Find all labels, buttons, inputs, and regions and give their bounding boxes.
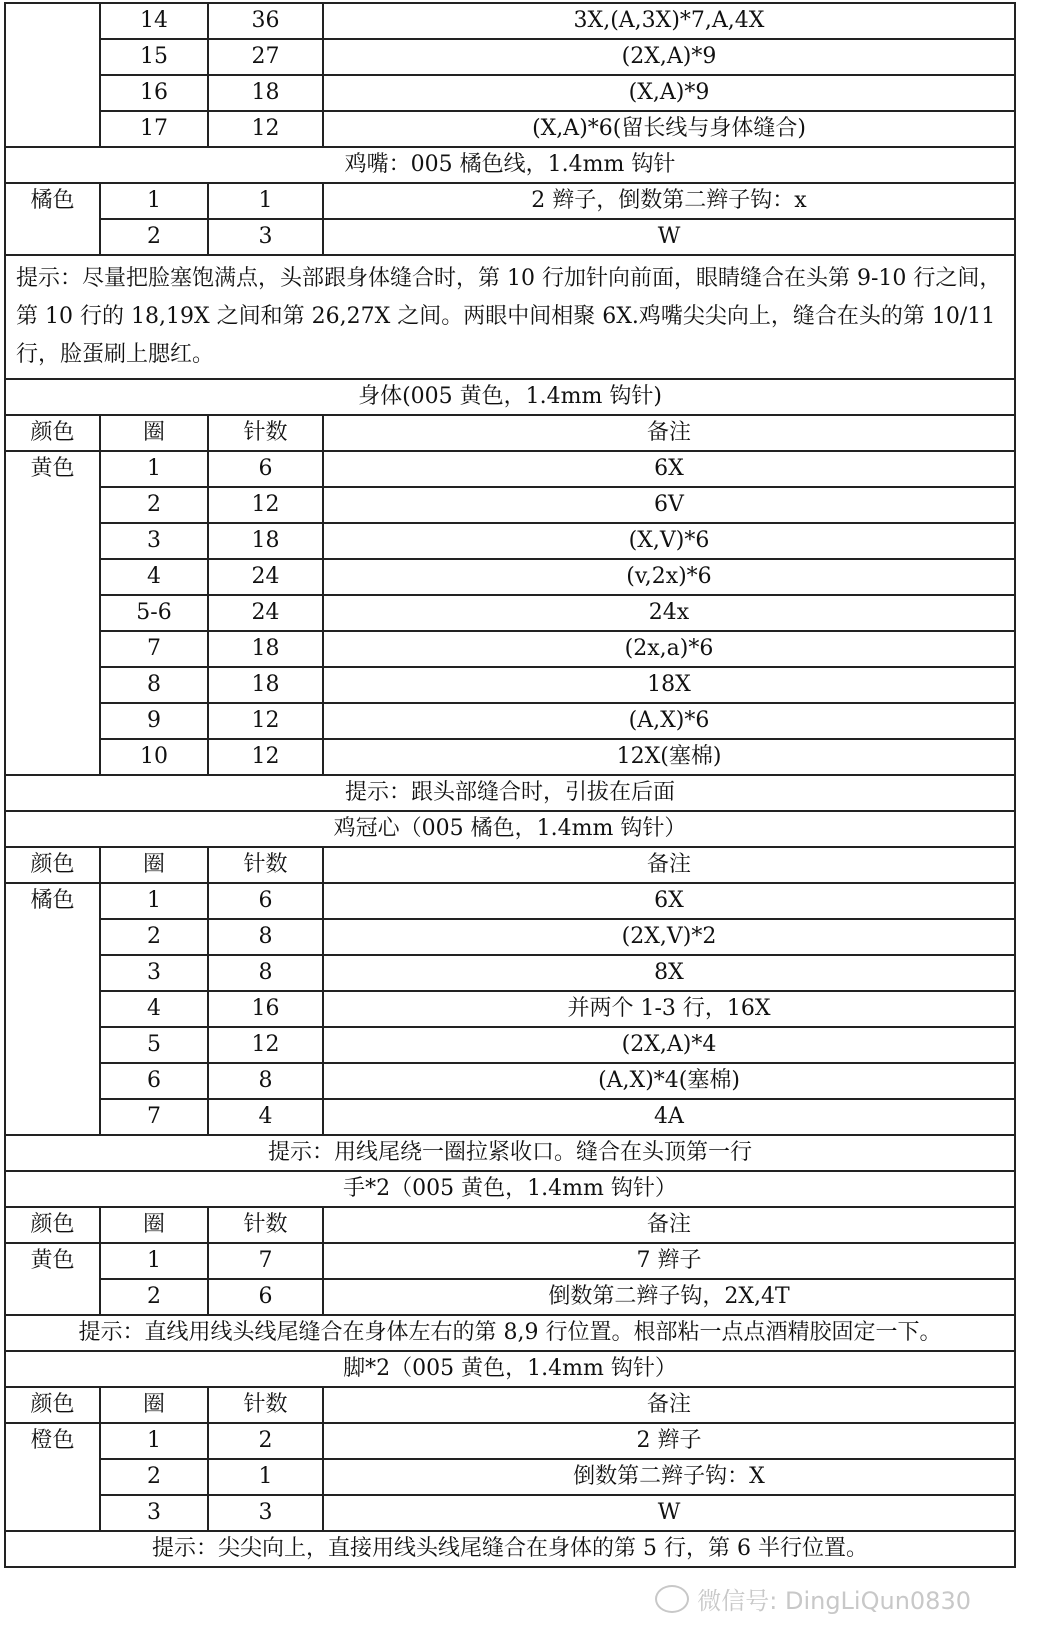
table-row — [5, 703, 1015, 739]
count-cell: 2 — [208, 1423, 323, 1459]
table-row — [5, 631, 1015, 667]
round-cell: 7 — [100, 631, 208, 667]
header-color: 颜色 — [5, 415, 100, 451]
note-cell: (2X,A)*9 — [323, 39, 1015, 75]
header-row — [5, 1387, 1015, 1423]
round-cell: 2 — [100, 487, 208, 523]
color-cell: 黄色 — [5, 451, 100, 775]
header-color: 颜色 — [5, 1207, 100, 1243]
header-note: 备注 — [323, 1207, 1015, 1243]
section-title-row — [5, 379, 1015, 415]
note-cell: (X,A)*9 — [323, 75, 1015, 111]
note-cell: 3X,(A,3X)*7,A,4X — [323, 3, 1015, 39]
table-row — [5, 487, 1015, 523]
table-row — [5, 39, 1015, 75]
table-row — [5, 3, 1015, 39]
table-row — [5, 523, 1015, 559]
table-row — [5, 991, 1015, 1027]
count-cell: 12 — [208, 1027, 323, 1063]
header-row — [5, 1207, 1015, 1243]
header-count: 针数 — [208, 1207, 323, 1243]
round-cell: 2 — [100, 919, 208, 955]
table-row — [5, 667, 1015, 703]
pattern-sheet — [4, 2, 1014, 1568]
header-color: 颜色 — [5, 1387, 100, 1423]
round-cell: 1 — [100, 1423, 208, 1459]
body-section-title: 身体(005 黄色，1.4mm 钩针) — [5, 379, 1015, 415]
table-row — [5, 111, 1015, 147]
round-cell: 1 — [100, 1243, 208, 1279]
table-row — [5, 919, 1015, 955]
table-row — [5, 1423, 1015, 1459]
tip-row — [5, 255, 1015, 379]
note-cell: 6X — [323, 883, 1015, 919]
header-note: 备注 — [323, 847, 1015, 883]
table-row — [5, 1099, 1015, 1135]
note-cell: (2x,a)*6 — [323, 631, 1015, 667]
count-cell: 12 — [208, 703, 323, 739]
count-cell: 7 — [208, 1243, 323, 1279]
header-round: 圈 — [100, 415, 208, 451]
header-row — [5, 847, 1015, 883]
note-cell: 7 辫子 — [323, 1243, 1015, 1279]
table-row — [5, 739, 1015, 775]
watermark-text: 微信号: DingLiQun0830 — [697, 1587, 971, 1615]
note-cell: W — [323, 1495, 1015, 1531]
color-cell — [5, 3, 100, 147]
note-cell: 6V — [323, 487, 1015, 523]
count-cell: 18 — [208, 667, 323, 703]
count-cell: 3 — [208, 1495, 323, 1531]
header-note: 备注 — [323, 1387, 1015, 1423]
note-cell: W — [323, 219, 1015, 255]
round-cell: 16 — [100, 75, 208, 111]
comb-tip: 提示：用线尾绕一圈拉紧收口。缝合在头顶第一行 — [5, 1135, 1015, 1171]
table-row — [5, 955, 1015, 991]
header-count: 针数 — [208, 1387, 323, 1423]
note-cell: 24x — [323, 595, 1015, 631]
count-cell: 1 — [208, 183, 323, 219]
table-row — [5, 75, 1015, 111]
tip-row — [5, 1315, 1015, 1351]
round-cell: 14 — [100, 3, 208, 39]
note-cell: (v,2x)*6 — [323, 559, 1015, 595]
count-cell: 8 — [208, 1063, 323, 1099]
count-cell: 18 — [208, 75, 323, 111]
hands-tip: 提示：直线用线头线尾缝合在身体左右的第 8,9 行位置。根部粘一点点酒精胶固定一下。 — [5, 1315, 1015, 1351]
color-cell: 橘色 — [5, 883, 100, 1135]
header-round: 圈 — [100, 1207, 208, 1243]
tip-row — [5, 1531, 1015, 1567]
hands-section-title: 手*2（005 黄色，1.4mm 钩针） — [5, 1171, 1015, 1207]
section-title-row — [5, 811, 1015, 847]
count-cell: 24 — [208, 595, 323, 631]
note-cell: 4A — [323, 1099, 1015, 1135]
count-cell: 18 — [208, 631, 323, 667]
count-cell: 8 — [208, 955, 323, 991]
color-cell: 黄色 — [5, 1243, 100, 1315]
feet-section-title: 脚*2（005 黄色，1.4mm 钩针） — [5, 1351, 1015, 1387]
beak-tip: 提示：尽量把脸塞饱满点，头部跟身体缝合时，第 10 行加针向前面，眼睛缝合在头第 9-10 行之间，第 10 行的 18,19X 之间和第 26,27X 之间。两眼中间相聚 6X.鸡嘴尖尖向上，缝合在头的第 10/11 行，脸蛋刷上腮红。 — [5, 255, 1015, 379]
beak-section-title: 鸡嘴：005 橘色线，1.4mm 钩针 — [5, 147, 1015, 183]
table-row — [5, 1063, 1015, 1099]
note-cell: 8X — [323, 955, 1015, 991]
table-row — [5, 451, 1015, 487]
round-cell: 1 — [100, 183, 208, 219]
note-cell: 2 辫子，倒数第二辫子钩：x — [323, 183, 1015, 219]
count-cell: 12 — [208, 487, 323, 523]
note-cell: 倒数第二辫子钩：X — [323, 1459, 1015, 1495]
round-cell: 7 — [100, 1099, 208, 1135]
count-cell: 36 — [208, 3, 323, 39]
section-title-row — [5, 147, 1015, 183]
round-cell: 5 — [100, 1027, 208, 1063]
header-note: 备注 — [323, 415, 1015, 451]
round-cell: 2 — [100, 1279, 208, 1315]
count-cell: 27 — [208, 39, 323, 75]
note-cell: (X,V)*6 — [323, 523, 1015, 559]
table-row — [5, 559, 1015, 595]
table-row — [5, 183, 1015, 219]
note-cell: 倒数第二辫子钩，2X,4T — [323, 1279, 1015, 1315]
table-row — [5, 1279, 1015, 1315]
header-color: 颜色 — [5, 847, 100, 883]
note-cell: (2X,V)*2 — [323, 919, 1015, 955]
note-cell: (X,A)*6(留长线与身体缝合) — [323, 111, 1015, 147]
feet-tip: 提示：尖尖向上，直接用线头线尾缝合在身体的第 5 行，第 6 半行位置。 — [5, 1531, 1015, 1567]
count-cell: 3 — [208, 219, 323, 255]
count-cell: 16 — [208, 991, 323, 1027]
count-cell: 4 — [208, 1099, 323, 1135]
count-cell: 1 — [208, 1459, 323, 1495]
tip-row — [5, 775, 1015, 811]
tip-row — [5, 1135, 1015, 1171]
round-cell: 15 — [100, 39, 208, 75]
round-cell: 3 — [100, 955, 208, 991]
round-cell: 5-6 — [100, 595, 208, 631]
round-cell: 6 — [100, 1063, 208, 1099]
round-cell: 17 — [100, 111, 208, 147]
header-count: 针数 — [208, 847, 323, 883]
note-cell: 18X — [323, 667, 1015, 703]
wechat-watermark — [655, 1581, 971, 1616]
header-round: 圈 — [100, 1387, 208, 1423]
round-cell: 8 — [100, 667, 208, 703]
header-row — [5, 415, 1015, 451]
round-cell: 1 — [100, 883, 208, 919]
count-cell: 24 — [208, 559, 323, 595]
color-cell: 橙色 — [5, 1423, 100, 1531]
wechat-icon — [655, 1585, 689, 1613]
table-row — [5, 883, 1015, 919]
count-cell: 12 — [208, 111, 323, 147]
count-cell: 12 — [208, 739, 323, 775]
section-title-row — [5, 1351, 1015, 1387]
section-title-row — [5, 1171, 1015, 1207]
table-row — [5, 595, 1015, 631]
header-count: 针数 — [208, 415, 323, 451]
count-cell: 18 — [208, 523, 323, 559]
note-cell: (A,X)*6 — [323, 703, 1015, 739]
table-row — [5, 1027, 1015, 1063]
round-cell: 2 — [100, 1459, 208, 1495]
note-cell: 2 辫子 — [323, 1423, 1015, 1459]
crochet-pattern-table — [4, 2, 1016, 1568]
color-cell: 橘色 — [5, 183, 100, 255]
round-cell: 3 — [100, 523, 208, 559]
note-cell: 并两个 1-3 行，16X — [323, 991, 1015, 1027]
round-cell: 1 — [100, 451, 208, 487]
note-cell: 12X(塞棉) — [323, 739, 1015, 775]
round-cell: 4 — [100, 559, 208, 595]
comb-section-title: 鸡冠心（005 橘色，1.4mm 钩针） — [5, 811, 1015, 847]
count-cell: 8 — [208, 919, 323, 955]
round-cell: 4 — [100, 991, 208, 1027]
table-row — [5, 1243, 1015, 1279]
round-cell: 10 — [100, 739, 208, 775]
note-cell: (2X,A)*4 — [323, 1027, 1015, 1063]
body-tip: 提示：跟头部缝合时，引拔在后面 — [5, 775, 1015, 811]
note-cell: (A,X)*4(塞棉) — [323, 1063, 1015, 1099]
count-cell: 6 — [208, 451, 323, 487]
round-cell: 3 — [100, 1495, 208, 1531]
header-round: 圈 — [100, 847, 208, 883]
table-row — [5, 219, 1015, 255]
count-cell: 6 — [208, 883, 323, 919]
note-cell: 6X — [323, 451, 1015, 487]
table-row — [5, 1459, 1015, 1495]
table-row — [5, 1495, 1015, 1531]
round-cell: 2 — [100, 219, 208, 255]
count-cell: 6 — [208, 1279, 323, 1315]
round-cell: 9 — [100, 703, 208, 739]
